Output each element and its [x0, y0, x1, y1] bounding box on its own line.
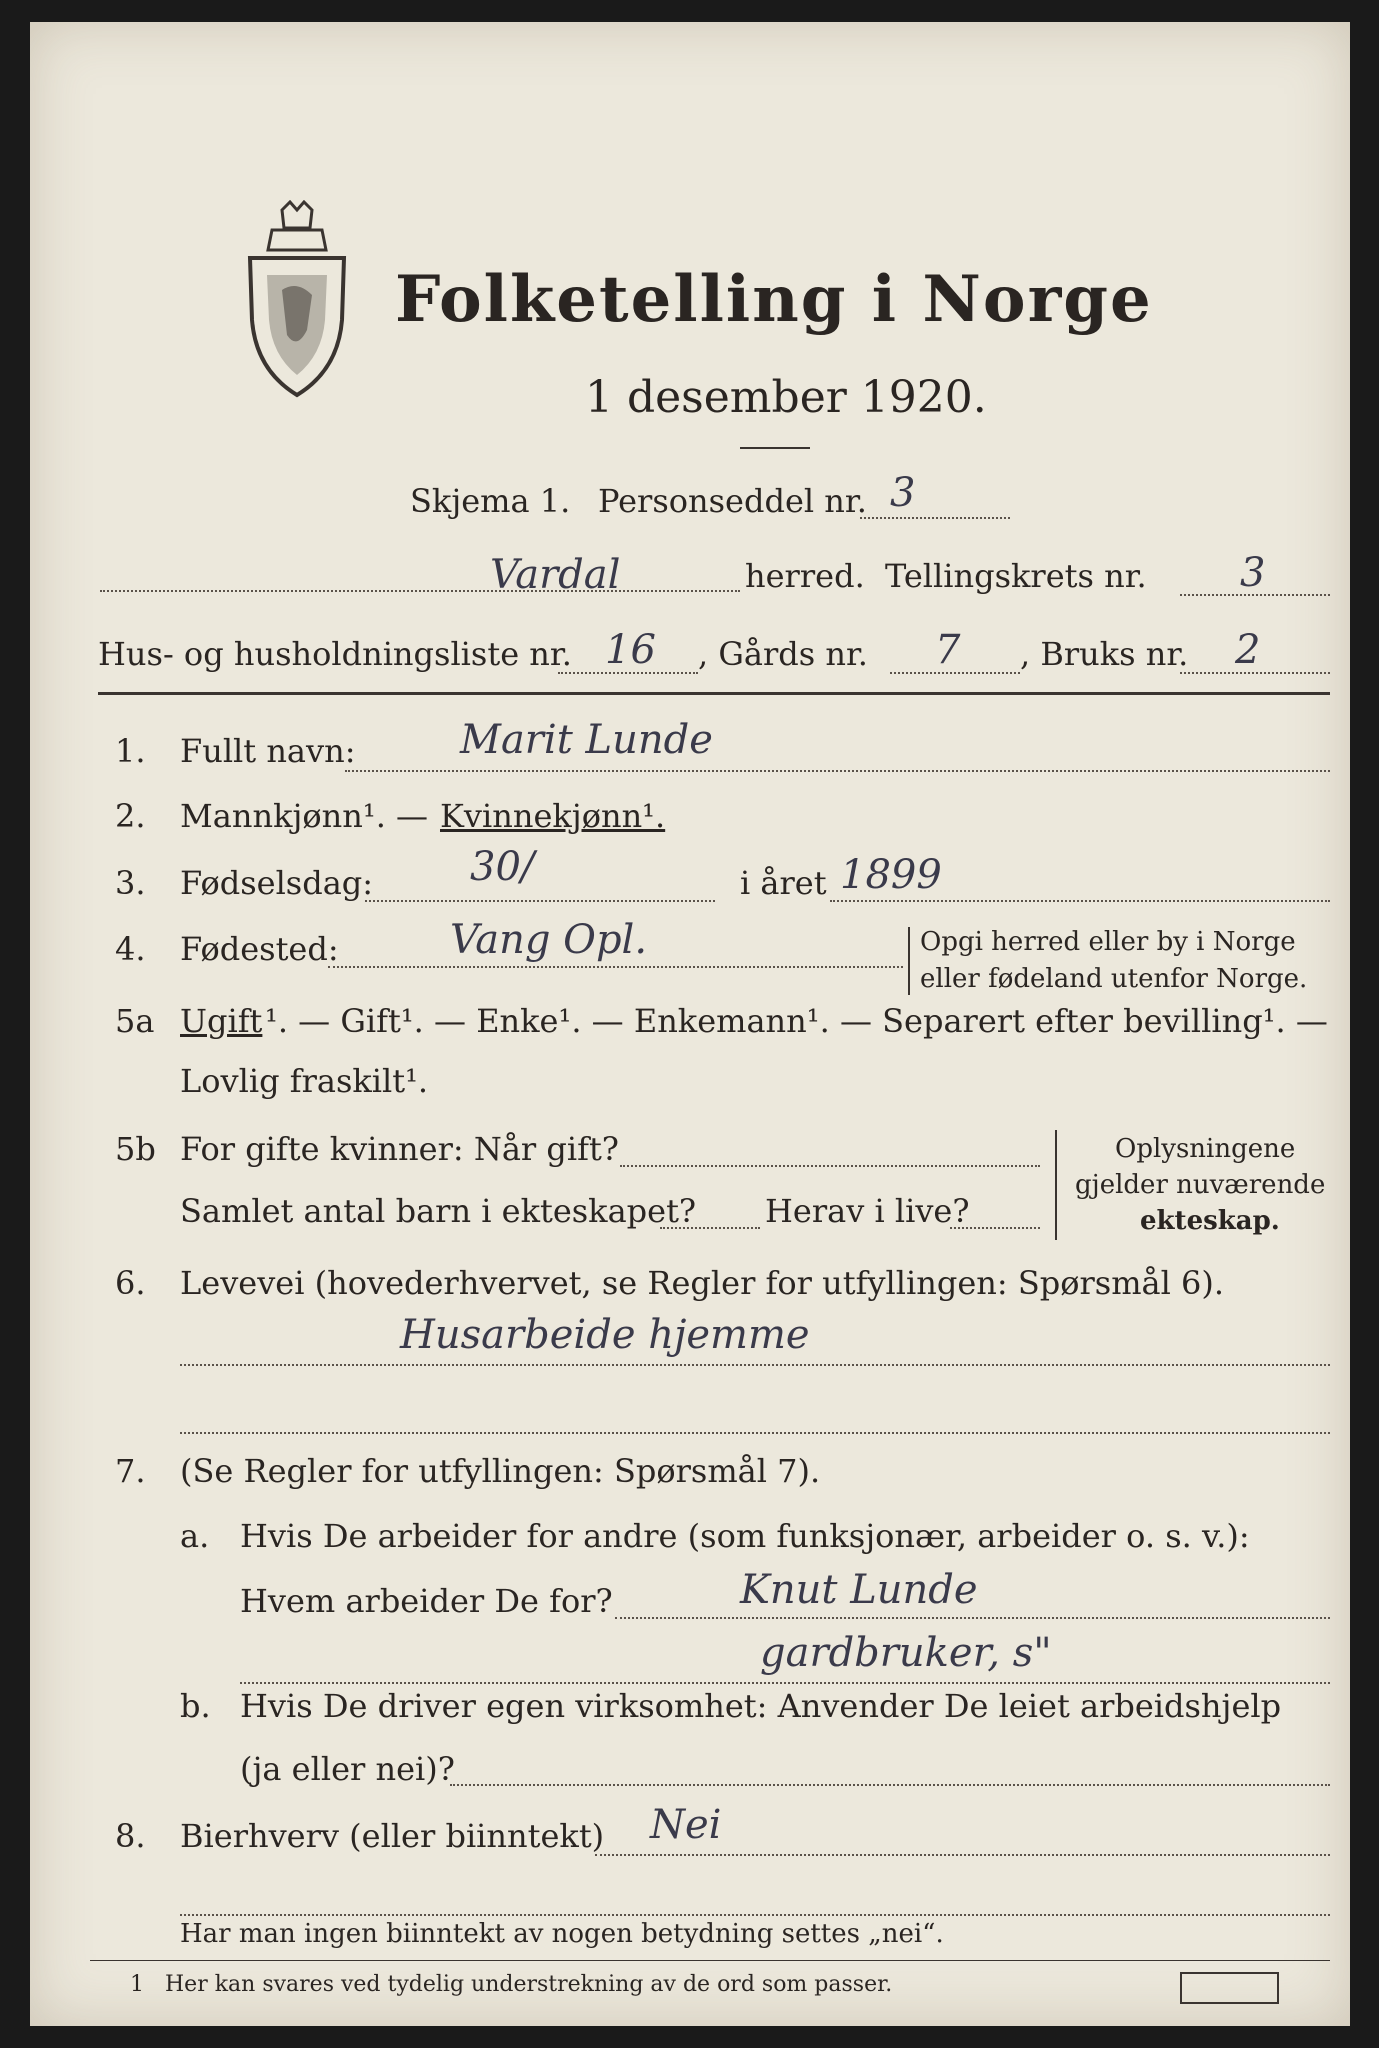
tellingskrets-value: 3 [1240, 550, 1266, 596]
personseddel-value: 3 [890, 470, 916, 516]
married-date-field[interactable] [620, 1165, 1040, 1167]
employer-value-2: gardbruker, s" [760, 1630, 1052, 1676]
children-count-field[interactable] [660, 1227, 760, 1229]
printer-stamp [1180, 1972, 1279, 2004]
birthplace-field[interactable] [328, 966, 903, 968]
q5a-number: 5a [115, 1002, 155, 1040]
q5b-number: 5b [115, 1130, 156, 1168]
q6-number: 6. [115, 1264, 146, 1302]
q5a-other-options[interactable]: ¹. — Gift¹. — Enke¹. — Enkemann¹. — Separert efter bevilling¹. — [265, 1002, 1328, 1040]
q5b-brace [1055, 1130, 1060, 1240]
personseddel-label: Personseddel nr. [598, 482, 867, 520]
personseddel-field[interactable] [860, 517, 1010, 519]
q5b-children-label: Samlet antal barn i ekteskapet? [180, 1192, 697, 1230]
form-title: Folketelling i Norge [395, 262, 1153, 337]
q5a-ugift-option[interactable]: Ugift [180, 1002, 263, 1040]
side-income-value: Nei [650, 1802, 722, 1848]
q2-male-option[interactable]: Mannkjønn¹. — [180, 797, 429, 835]
q1-label: Fullt navn: [180, 732, 356, 770]
footnote-divider [90, 1960, 1330, 1961]
q3-number: 3. [115, 864, 146, 902]
employer-field-2[interactable] [240, 1682, 1330, 1684]
q5a-fraskilt-option[interactable]: Lovlig fraskilt¹. [180, 1062, 429, 1100]
census-date: 1 desember 1920. [585, 372, 987, 423]
schema-label: Skjema 1. [410, 482, 571, 520]
q8-note: Har man ingen biinntekt av nogen betydning settes „nei“. [180, 1919, 944, 1949]
q4-brace [908, 927, 913, 995]
q8-label: Bierhverv (eller biinntekt) [180, 1817, 605, 1855]
full-name-field[interactable] [345, 770, 1330, 772]
q7-number: 7. [115, 1452, 146, 1490]
occupation-field-2[interactable] [180, 1432, 1330, 1434]
birthday-value: 30/ [470, 844, 535, 890]
hus-label: Hus- og husholdningsliste nr. [98, 635, 572, 673]
q2-number: 2. [115, 797, 146, 835]
q7a-employer-label: Hvem arbeider De for? [240, 1582, 613, 1620]
q7a-number: a. [180, 1517, 210, 1555]
q7b-number: b. [180, 1687, 211, 1725]
herred-label: herred. [745, 557, 865, 595]
occupation-value: Husarbeide hjemme [400, 1312, 810, 1358]
census-form [30, 22, 1350, 2026]
q7b-label: Hvis De driver egen virksomhet: Anvender De leiet arbeidshjelp [240, 1687, 1282, 1725]
q3-year-label: i året [740, 864, 827, 902]
q5b-label: For gifte kvinner: Når gift? [180, 1130, 619, 1168]
birth-year-value: 1899 [840, 852, 942, 898]
bruks-label: , Bruks nr. [1020, 635, 1189, 673]
q3-label: Fødselsdag: [180, 864, 374, 902]
birthplace-value: Vang Opl. [450, 917, 648, 963]
q7-label: (Se Regler for utfyllingen: Spørsmål 7). [180, 1452, 821, 1490]
herred-field[interactable] [100, 590, 740, 592]
q1-number: 1. [115, 732, 146, 770]
footnote-mark: 1 [130, 1972, 144, 1997]
q5b-note-1: Oplysningene [1115, 1134, 1296, 1164]
title-divider [740, 447, 810, 449]
gards-label: , Gårds nr. [698, 635, 868, 673]
hired-help-field[interactable] [450, 1784, 1330, 1786]
q7a-label: Hvis De arbeider for andre (som funksjonær, arbeider o. s. v.): [240, 1517, 1250, 1555]
gards-value: 7 [935, 627, 961, 673]
occupation-field[interactable] [180, 1364, 1330, 1366]
q4-note-1: Opgi herred eller by i Norge [920, 927, 1296, 957]
birthday-field[interactable] [365, 900, 715, 902]
q5b-alive-label: Herav i live? [765, 1192, 970, 1230]
birth-year-field[interactable] [830, 900, 1330, 902]
q2-female-option[interactable]: Kvinnekjønn¹. [440, 797, 666, 835]
q5b-note-2: gjelder nuværende [1075, 1170, 1326, 1200]
q5b-note-3: ekteskap. [1140, 1206, 1280, 1236]
q8-number: 8. [115, 1817, 146, 1855]
q4-number: 4. [115, 930, 146, 968]
q7b-label-2: (ja eller nei)? [240, 1750, 455, 1788]
q6-label: Levevei (hovederhvervet, se Regler for utfyllingen: Spørsmål 6). [180, 1264, 1225, 1302]
hus-value: 16 [605, 627, 656, 673]
side-income-field-2[interactable] [180, 1914, 1330, 1916]
herred-value: Vardal [490, 552, 621, 598]
full-name-value: Marit Lunde [460, 717, 713, 763]
employer-value: Knut Lunde [740, 1567, 978, 1613]
employer-field[interactable] [615, 1617, 1330, 1619]
side-income-field[interactable] [595, 1854, 1330, 1856]
coat-of-arms-icon [242, 200, 352, 400]
header-divider [98, 692, 1330, 695]
children-alive-field[interactable] [950, 1227, 1040, 1229]
bruks-value: 2 [1235, 627, 1261, 673]
footnote-text: Her kan svares ved tydelig understrekning av de ord som passer. [165, 1972, 893, 1997]
q4-label: Fødested: [180, 930, 339, 968]
tellingskrets-label: Tellingskrets nr. [885, 557, 1147, 595]
q4-note-2: eller fødeland utenfor Norge. [920, 964, 1308, 994]
